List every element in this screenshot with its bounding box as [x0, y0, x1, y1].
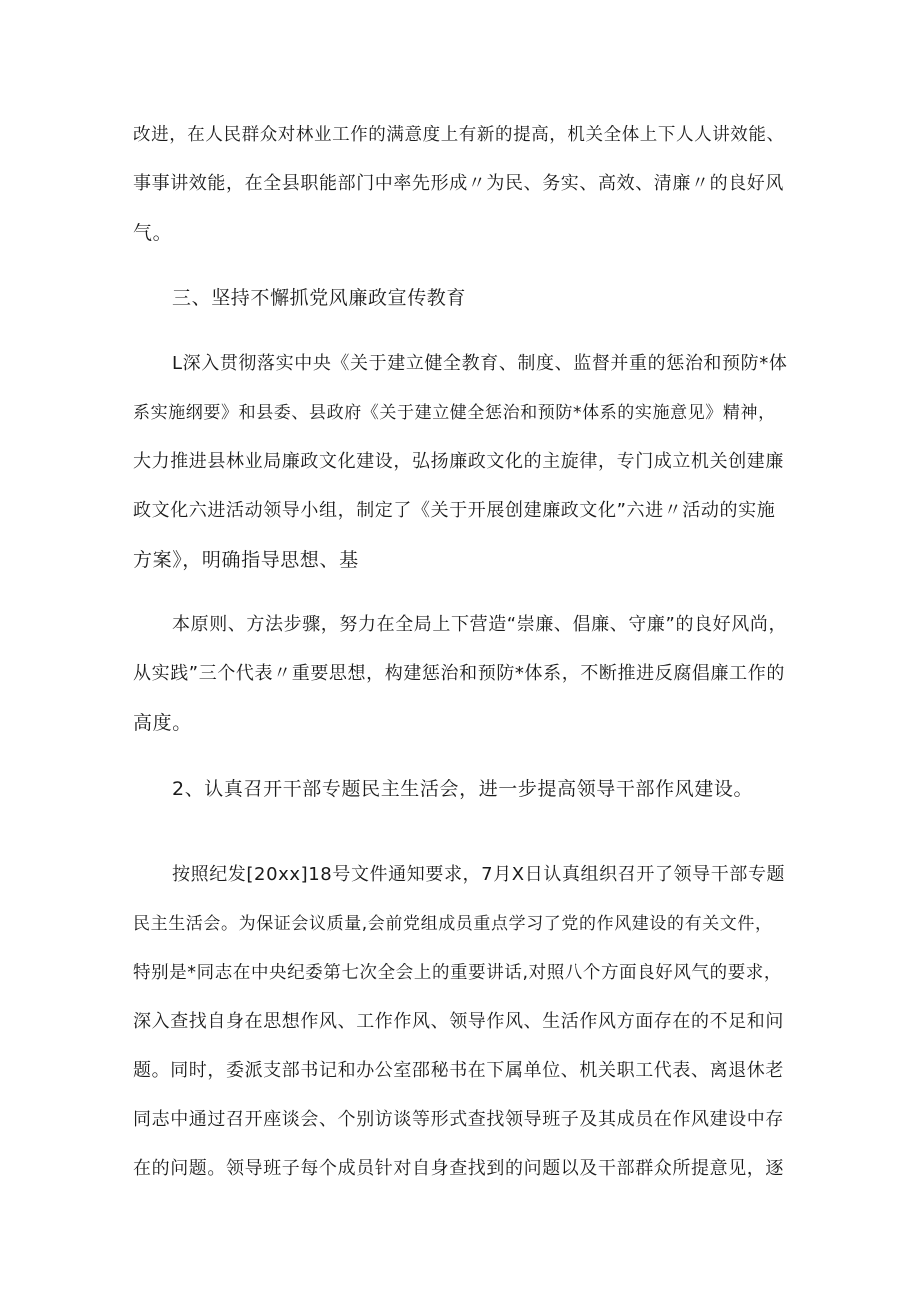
paragraph-line: 系实施纲要》和县委、县政府《关于建立健全惩治和预防*体系的实施意见》精神， — [133, 403, 776, 423]
paragraph-line: 大力推进县林业局廉政文化建设，弘扬廉政文化的主旋律，专门成立机关创建廉 — [133, 451, 784, 472]
paragraph-line: 本原则、方法步骤，努力在全局上下营造“崇廉、倡廉、守廉”的良好风尚， — [172, 614, 788, 635]
paragraph-line: 改进，在人民群众对林业工作的满意度上有新的提高，机关全体上下人人讲效能、 — [133, 125, 785, 145]
paragraph-line: 深入查找自身在思想作风、工作作风、领导作风、生活作风方面存在的不足和问 — [133, 1011, 784, 1032]
paragraph-line: 在的问题。领导班子每个成员针对自身查找到的问题以及干部群众所提意见，逐 — [133, 1158, 784, 1179]
paragraph-line: 民主生活会。为保证会议质量,会前党组成员重点学习了党的作风建设的有关文件， — [133, 914, 773, 934]
paragraph-line: 高度。 — [133, 712, 192, 734]
paragraph-line: L深入贯彻落实中央《关于建立健全教育、制度、监督并重的惩治和预防*体 — [172, 353, 788, 374]
paragraph-line: 特别是*同志在中央纪委第七次全会上的重要讲话,对照八个方面良好风气的要求， — [133, 963, 783, 983]
section-heading: 三、坚持不懈抓党风廉政宣传教育 — [172, 287, 467, 309]
paragraph-line: 从实践”三个代表〃重要思想，构建惩治和预防*体系，不断推进反腐倡廉工作的 — [133, 663, 785, 684]
subsection-heading: 2、认真召开干部专题民主生活会，进一步提高领导干部作风建设。 — [172, 778, 754, 800]
paragraph-line: 方案》，明确指导思想、基 — [133, 549, 359, 571]
paragraph-line: 按照纪发[20xx]18号文件通知要求，7月X日认真组织召开了领导干部专题 — [172, 864, 786, 885]
paragraph-line: 同志中通过召开座谈会、个别访谈等形式查找领导班子及其成员在作风建设中存 — [133, 1109, 784, 1130]
paragraph-line: 事事讲效能，在全县职能部门中率先形成〃为民、务实、高效、清廉〃的良好风 — [133, 173, 784, 194]
paragraph-line: 题。同时，委派支部书记和办公室邵秘书在下属单位、机关职工代表、离退休老 — [133, 1060, 784, 1081]
paragraph-line: 政文化六进活动领导小组，制定了《关于开展创建廉政文化”六进〃活动的实施 — [133, 500, 776, 521]
paragraph-line: 气。 — [133, 222, 173, 244]
